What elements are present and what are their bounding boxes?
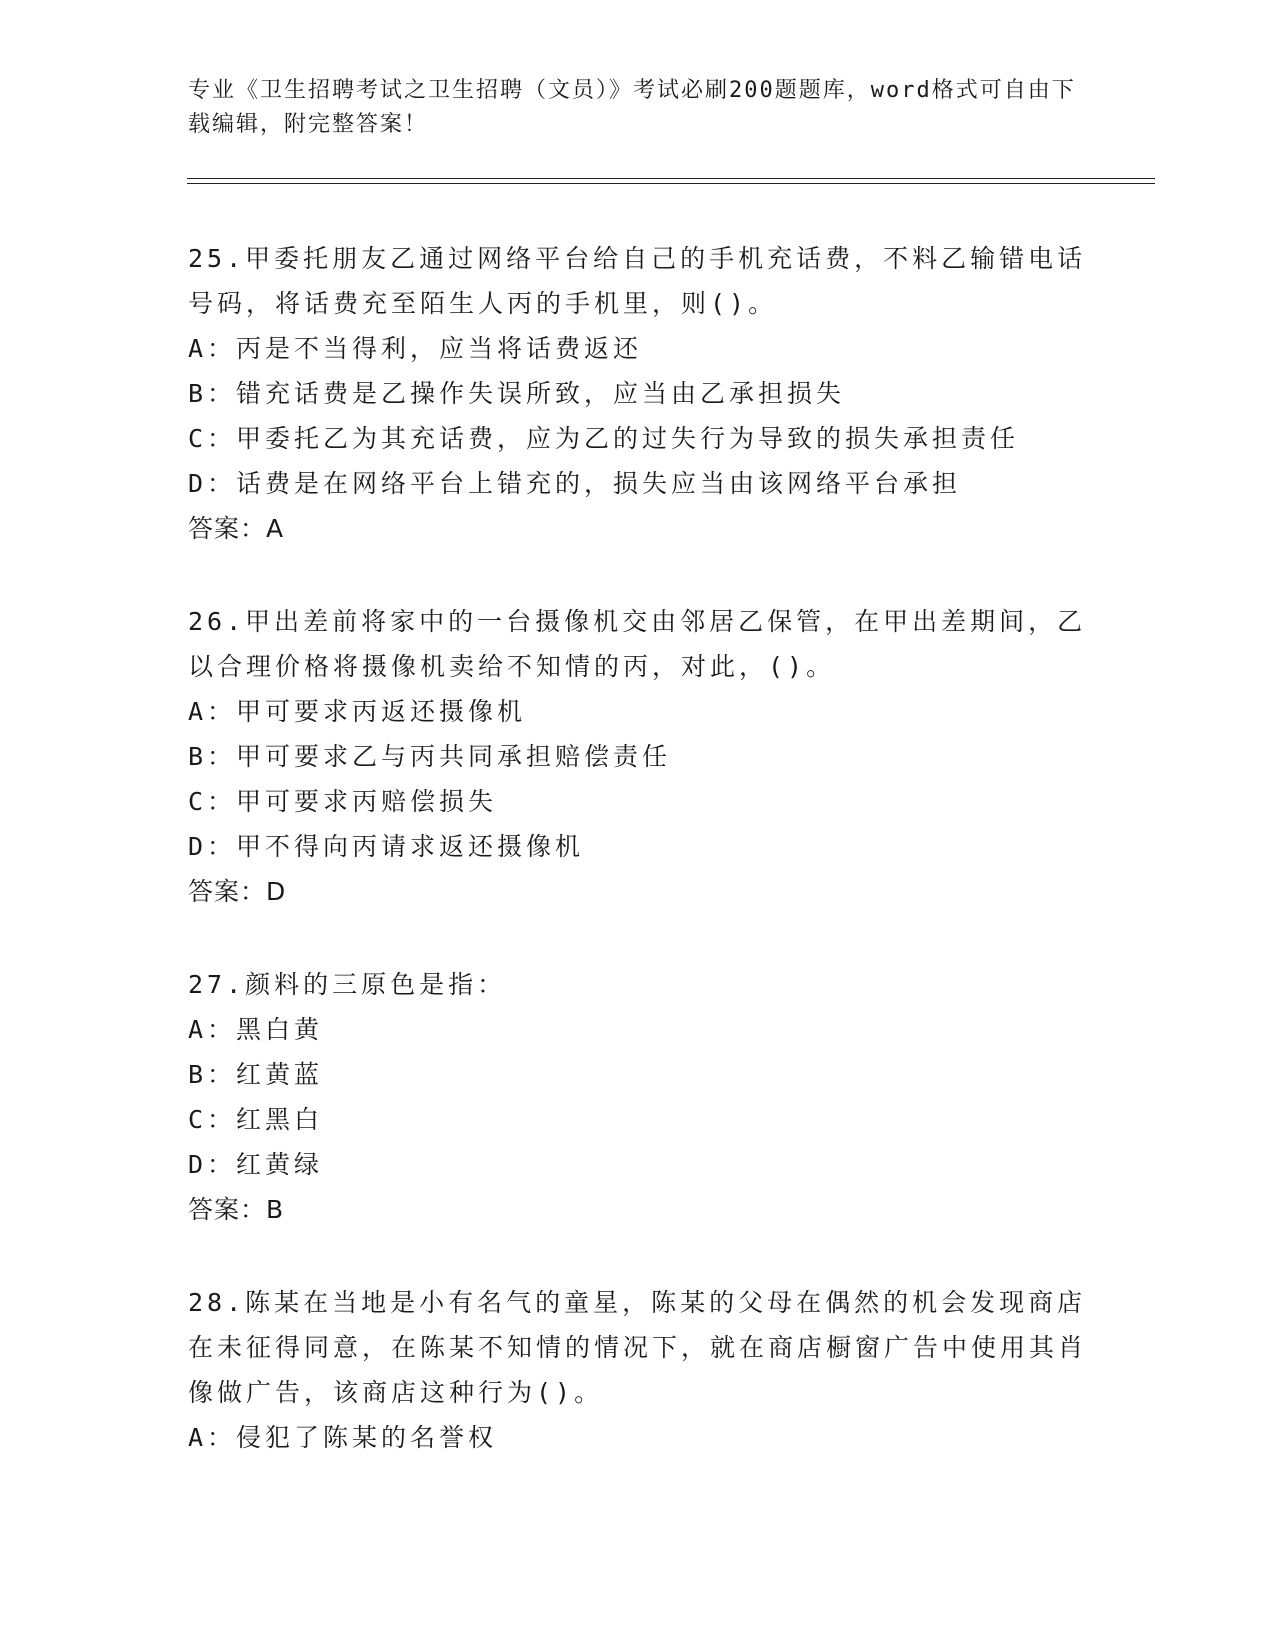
question-25: [188, 236, 1088, 551]
option-a: A：黑白黄: [188, 1015, 324, 1044]
option-b: B：甲可要求乙与丙共同承担赔偿责任: [188, 742, 672, 771]
question-stem: 27.颜料的三原色是指：: [188, 970, 507, 999]
header-divider-top: [187, 178, 1155, 179]
question-stem: 26.甲出差前将家中的一台摄像机交由邻居乙保管，在甲出差期间，乙以合理价格将摄像机卖给不知情的丙，对此，()。: [188, 607, 1087, 681]
option-c: C：红黑白: [188, 1105, 324, 1134]
question-28: [188, 1280, 1088, 1460]
option-b: B：红黄蓝: [188, 1060, 324, 1089]
answer: 答案：A: [188, 514, 285, 543]
option-a: A：甲可要求丙返还摄像机: [188, 697, 527, 726]
option-c: C：甲可要求丙赔偿损失: [188, 787, 498, 816]
question-26: [188, 599, 1088, 914]
header-divider-bottom: [187, 183, 1155, 184]
question-stem: 25.甲委托朋友乙通过网络平台给自己的手机充话费，不料乙输错电话号码，将话费充至陌生人丙的手机里，则()。: [188, 244, 1087, 318]
question-list: [188, 236, 1088, 1508]
option-a: A：丙是不当得利，应当将话费返还: [188, 334, 643, 363]
option-d: D：话费是在网络平台上错充的，损失应当由该网络平台承担: [188, 469, 962, 498]
question-stem: 28.陈某在当地是小有名气的童星，陈某的父母在偶然的机会发现商店在未征得同意，在陈某不知情的情况下，就在商店橱窗广告中使用其肖像做广告，该商店这种行为()。: [188, 1288, 1088, 1407]
option-d: D：甲不得向丙请求返还摄像机: [188, 832, 585, 861]
option-a: A：侵犯了陈某的名誉权: [188, 1423, 498, 1452]
option-d: D：红黄绿: [188, 1150, 324, 1179]
question-27: [188, 962, 1088, 1232]
answer: 答案：D: [188, 877, 287, 906]
option-b: B：错充话费是乙操作失误所致，应当由乙承担损失: [188, 379, 846, 408]
answer: 答案：B: [188, 1195, 285, 1224]
option-c: C：甲委托乙为其充话费，应为乙的过失行为导致的损失承担责任: [188, 424, 1020, 453]
document-header: 专业《卫生招聘考试之卫生招聘（文员）》考试必刷200题题库，word格式可自由下载编辑，附完整答案！: [188, 78, 1076, 137]
